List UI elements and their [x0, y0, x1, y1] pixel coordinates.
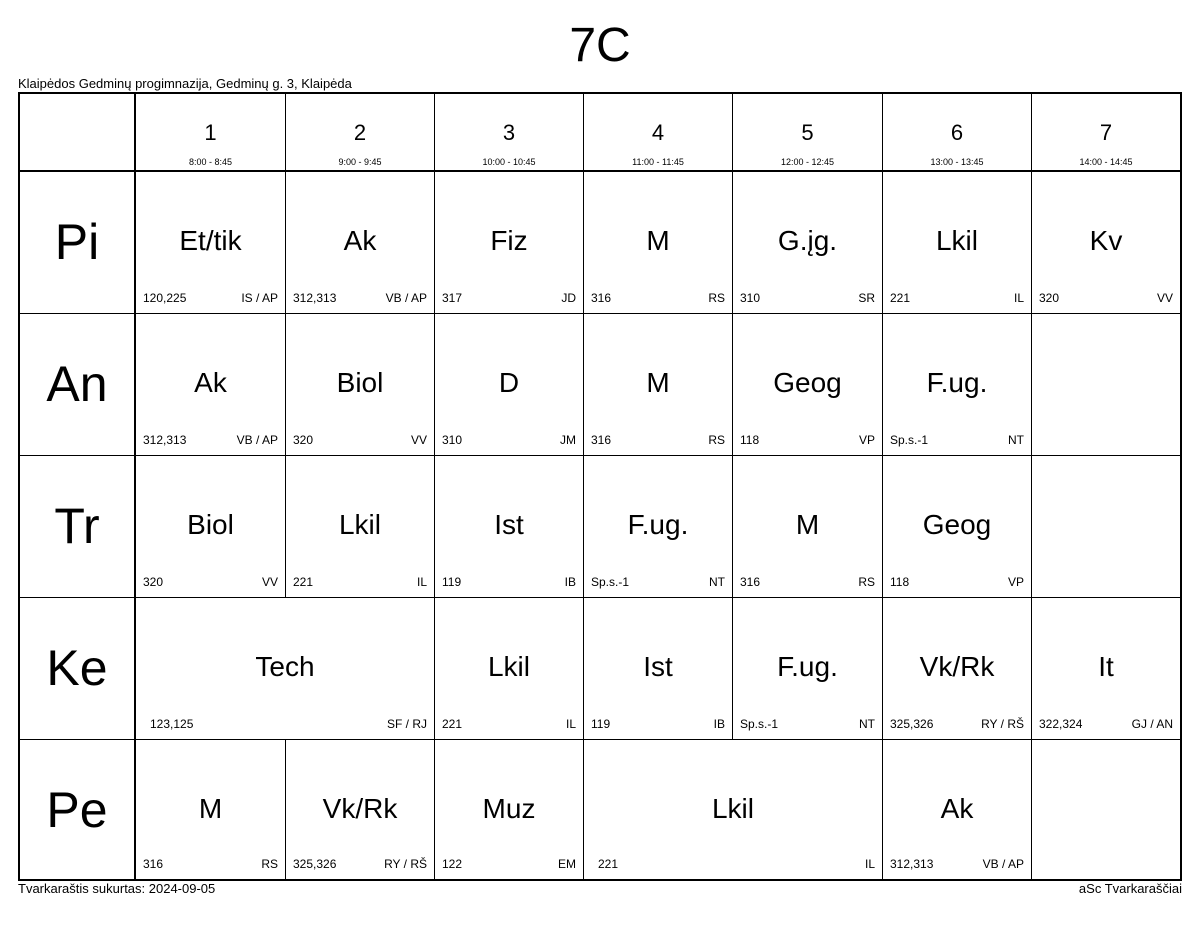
lesson-room: 316	[591, 433, 612, 447]
lesson-subject: Vk/Rk	[919, 651, 995, 682]
day-label-pi	[20, 172, 136, 314]
period-header-4	[584, 94, 733, 172]
lesson-cell	[733, 598, 883, 740]
lesson-teacher: VP	[1007, 575, 1024, 589]
lesson-subject: Ist	[494, 509, 524, 540]
lesson-room: 320	[143, 575, 164, 589]
period-number: 3	[502, 120, 516, 145]
lesson-cell	[136, 740, 286, 879]
brand-label: aSc Tvarkaraščiai	[1078, 881, 1182, 896]
lesson-room: 310	[740, 291, 761, 305]
lesson-teacher: RY / RŠ	[981, 717, 1024, 731]
lesson-subject: Kv	[1089, 225, 1123, 256]
lesson-subject: F.ug.	[926, 367, 988, 398]
day-name: An	[46, 356, 108, 412]
day-name: Pe	[46, 782, 108, 838]
lesson-teacher: IS / AP	[241, 291, 278, 305]
lesson-cell	[733, 314, 883, 456]
lesson-cell	[136, 314, 286, 456]
lesson-room: 312,313	[890, 857, 934, 871]
lesson-room: 325,326	[293, 857, 337, 871]
lesson-teacher: IL	[1013, 291, 1024, 305]
period-header-1	[136, 94, 286, 172]
lesson-room: 119	[591, 717, 611, 731]
lesson-subject: F.ug.	[777, 651, 838, 682]
lesson-cell	[584, 172, 733, 314]
lesson-cell	[584, 740, 883, 879]
lesson-subject: Lkil	[711, 793, 754, 824]
lesson-teacher: EM	[558, 857, 576, 871]
empty-cell	[1032, 456, 1180, 598]
lesson-subject: Geog	[922, 509, 992, 540]
lesson-room: 316	[740, 575, 761, 589]
lesson-room: 221	[598, 857, 619, 871]
lesson-subject: Ak	[194, 367, 227, 398]
lesson-teacher: VB / AP	[982, 857, 1024, 871]
timetable-grid	[18, 92, 1182, 881]
lesson-cell	[286, 314, 435, 456]
period-time: 11:00 - 11:45	[632, 157, 684, 167]
lesson-room: 221	[442, 717, 463, 731]
lesson-teacher: NT	[1008, 433, 1024, 447]
lesson-room: 118	[740, 433, 760, 447]
lesson-room: 322,324	[1039, 717, 1083, 731]
lesson-subject: Lkil	[487, 651, 530, 682]
lesson-room: 122	[442, 857, 463, 871]
day-name: Ke	[46, 640, 108, 696]
lesson-subject: It	[1098, 651, 1114, 682]
period-header-2	[286, 94, 435, 172]
lesson-room: 320	[1039, 291, 1060, 305]
lesson-room: 120,225	[143, 291, 187, 305]
lesson-teacher: RS	[261, 857, 278, 871]
lesson-subject: Tech	[255, 651, 315, 682]
lesson-subject: Muz	[482, 793, 536, 824]
lesson-cell	[286, 740, 435, 879]
lesson-subject: Vk/Rk	[322, 793, 398, 824]
period-time: 10:00 - 10:45	[482, 157, 536, 167]
lesson-subject: Lkil	[935, 225, 978, 256]
lesson-teacher: IB	[564, 575, 576, 589]
lesson-cell	[733, 456, 883, 598]
period-number: 7	[1099, 120, 1113, 145]
lesson-subject: Lkil	[338, 509, 381, 540]
lesson-cell	[733, 172, 883, 314]
lesson-teacher: IL	[864, 857, 875, 871]
empty-cell	[1032, 740, 1180, 879]
period-number: 4	[651, 120, 665, 145]
lesson-teacher: NT	[709, 575, 725, 589]
period-header-5	[733, 94, 883, 172]
lesson-cell	[136, 172, 286, 314]
lesson-teacher: IL	[416, 575, 427, 589]
lesson-teacher: RS	[858, 575, 875, 589]
lesson-subject: Biol	[187, 509, 234, 540]
period-time: 13:00 - 13:45	[930, 157, 984, 167]
lesson-teacher: VP	[858, 433, 875, 447]
period-time: 8:00 - 8:45	[188, 157, 233, 167]
period-number: 2	[353, 120, 367, 145]
lesson-subject: M	[646, 225, 670, 256]
day-label-ke	[20, 598, 136, 740]
lesson-room: 317	[442, 291, 463, 305]
lesson-teacher: VB / AP	[236, 433, 278, 447]
lesson-subject: Biol	[336, 367, 384, 398]
day-name: Pi	[54, 214, 100, 270]
lesson-room: Sp.s.-1	[591, 575, 630, 589]
period-time: 14:00 - 14:45	[1079, 157, 1133, 167]
lesson-room: 312,313	[293, 291, 337, 305]
lesson-room: 123,125	[150, 717, 194, 731]
school-name: Klaipėdos Gedminų progimnazija, Gedminų g. 3, Klaipėda	[18, 76, 352, 91]
lesson-room: 221	[890, 291, 911, 305]
period-number: 6	[950, 120, 964, 145]
lesson-cell	[883, 740, 1032, 879]
lesson-subject: F.ug.	[627, 509, 689, 540]
day-label-an	[20, 314, 136, 456]
lesson-teacher: SF / RJ	[386, 717, 427, 731]
period-header-7	[1032, 94, 1180, 172]
lesson-room: 316	[143, 857, 164, 871]
lesson-room: 312,313	[143, 433, 187, 447]
lesson-teacher: NT	[859, 717, 875, 731]
lesson-teacher: VV	[261, 575, 278, 589]
lesson-room: 320	[293, 433, 314, 447]
period-number: 1	[204, 120, 217, 145]
lesson-room: 325,326	[890, 717, 934, 731]
lesson-subject: Ak	[940, 793, 974, 824]
lesson-room: 310	[442, 433, 463, 447]
period-time: 12:00 - 12:45	[780, 157, 835, 167]
day-label-tr	[20, 456, 136, 598]
lesson-teacher: GJ / AN	[1131, 717, 1173, 731]
lesson-cell	[286, 456, 435, 598]
created-date: Tvarkaraštis sukurtas: 2024-09-05	[18, 881, 216, 896]
lesson-teacher: VV	[1156, 291, 1173, 305]
corner-cell	[20, 94, 136, 172]
lesson-room: 221	[293, 575, 314, 589]
lesson-teacher: SR	[858, 291, 875, 305]
lesson-subject: Ist	[643, 651, 673, 682]
lesson-cell	[286, 172, 435, 314]
lesson-cell	[584, 314, 733, 456]
lesson-subject: G.įg.	[777, 225, 838, 256]
lesson-cell	[435, 172, 584, 314]
period-header-3	[435, 94, 584, 172]
lesson-cell	[1032, 172, 1180, 314]
lesson-cell	[136, 598, 435, 740]
lesson-room: 119	[442, 575, 462, 589]
lesson-room: 316	[591, 291, 612, 305]
lesson-cell	[136, 456, 286, 598]
lesson-cell	[584, 456, 733, 598]
lesson-cell	[435, 740, 584, 879]
lesson-subject: Fiz	[490, 225, 528, 256]
lesson-teacher: RS	[708, 291, 725, 305]
lesson-teacher: JD	[561, 291, 576, 305]
lesson-teacher: VB / AP	[385, 291, 427, 305]
lesson-cell	[584, 598, 733, 740]
lesson-subject: Geog	[773, 367, 842, 398]
lesson-teacher: RY / RŠ	[384, 857, 427, 871]
lesson-cell	[435, 456, 584, 598]
lesson-cell	[883, 314, 1032, 456]
lesson-teacher: RS	[708, 433, 725, 447]
lesson-cell	[883, 172, 1032, 314]
lesson-room: Sp.s.-1	[890, 433, 929, 447]
lesson-subject: M	[795, 509, 820, 540]
lesson-cell	[435, 314, 584, 456]
lesson-cell	[883, 598, 1032, 740]
lesson-cell	[435, 598, 584, 740]
lesson-subject: Ak	[343, 225, 377, 256]
lesson-room: Sp.s.-1	[740, 717, 779, 731]
lesson-subject: D	[498, 367, 520, 398]
lesson-subject: M	[198, 793, 223, 824]
day-label-pe	[20, 740, 136, 879]
lesson-cell	[883, 456, 1032, 598]
period-header-6	[883, 94, 1032, 172]
day-name: Tr	[54, 498, 100, 554]
empty-cell	[1032, 314, 1180, 456]
period-time: 9:00 - 9:45	[338, 157, 382, 167]
lesson-cell	[1032, 598, 1180, 740]
lesson-subject: Et/tik	[179, 225, 242, 256]
lesson-teacher: VV	[410, 433, 427, 447]
lesson-room: 118	[890, 575, 910, 589]
period-number: 5	[801, 120, 814, 145]
lesson-subject: M	[646, 367, 670, 398]
lesson-teacher: IB	[713, 717, 725, 731]
lesson-teacher: JM	[560, 433, 576, 447]
page-title: 7C	[569, 19, 631, 72]
lesson-teacher: IL	[565, 717, 576, 731]
